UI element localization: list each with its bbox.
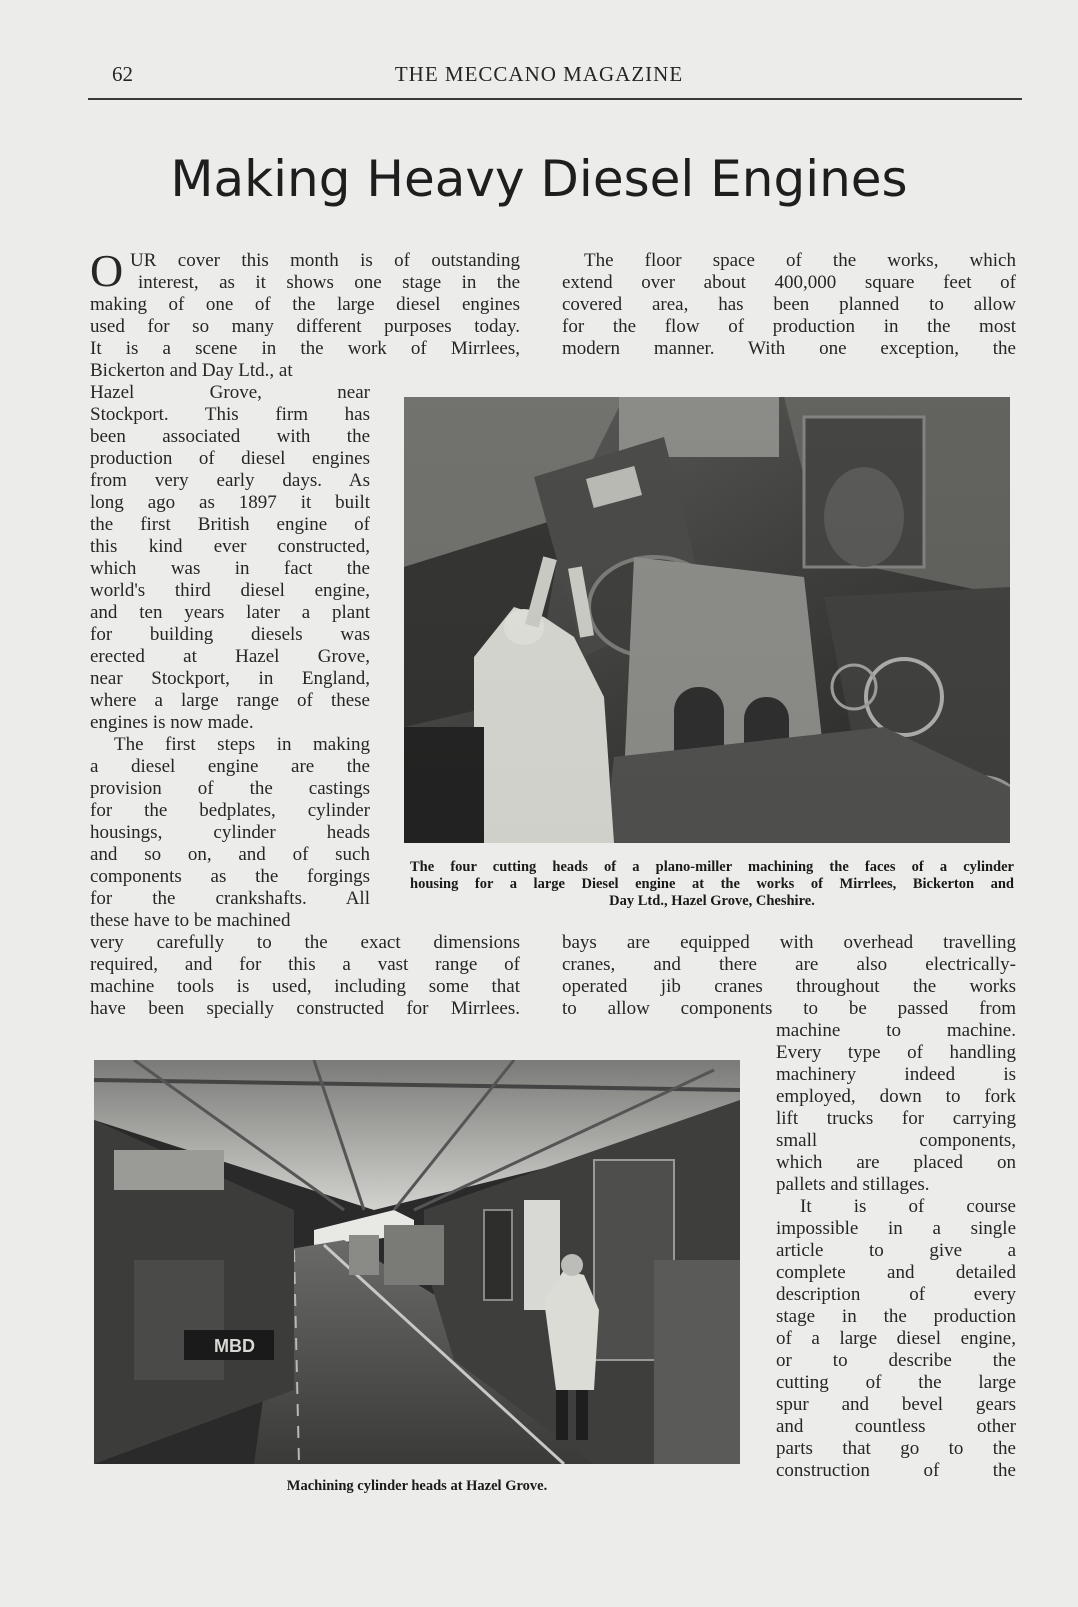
col2-line: small components, [776,1130,1016,1151]
col2-line: description of every [776,1284,1016,1305]
col2-line: employed, down to fork [776,1086,1016,1107]
col1-line: It is a scene in the work of Mirrlees, [90,338,520,359]
col1-line: for building diesels was [90,624,370,645]
col1-line: and so on, and of such [90,844,370,865]
page-number: 62 [112,62,133,86]
col2-line: complete and detailed [776,1262,1016,1283]
col2-line: to allow components to be passed from [562,998,1016,1019]
col2-line: or to describe the [776,1350,1016,1371]
col1-line: for the crankshafts. All [90,888,370,909]
col1-line: engines is now made. [90,712,254,733]
col2-line: of a large diesel engine, [776,1328,1016,1349]
col1-line: which was in fact the [90,558,370,579]
col1-line: been associated with the [90,426,370,447]
col2-line: for the flow of production in the most [562,316,1016,337]
col1-line: required, and for this a vast range of [90,954,520,975]
col1-line: the first British engine of [90,514,370,535]
col2-line: covered area, has been planned to allow [562,294,1016,315]
col1-line: for the bedplates, cylinder [90,800,370,821]
photo1-caption-line: housing for a large Diesel engine at the works of Mirrlees, Bickerton and [410,876,1014,892]
col2-line: modern manner. With one exception, the [562,338,1016,359]
col2-line: pallets and stillages. [776,1174,930,1195]
col2-line: impossible in a single [776,1218,1016,1239]
col1-line: and ten years later a plant [90,602,370,623]
col2-line: spur and bevel gears [776,1394,1016,1415]
photo1-caption-line: The four cutting heads of a plano-miller machining the faces of a cylinder [410,859,1014,875]
col1-line: The first steps in making [114,734,370,755]
col2-line: cutting of the large [776,1372,1016,1393]
col2-line: It is of course [800,1196,1016,1217]
col2-line: machine to machine. [776,1020,1016,1041]
col1-line: making of one of the large diesel engines [90,294,520,315]
col2-line: operated jib cranes throughout the works [562,976,1016,997]
col2-line: stage in the production [776,1306,1016,1327]
header-rule [88,98,1022,100]
col1-line: used for so many different purposes today. [90,316,520,337]
col1-line: this kind ever constructed, [90,536,370,557]
col1-line: from very early days. As [90,470,370,491]
mbd-stencil: MBD [214,1336,255,1356]
col2-line: article to give a [776,1240,1016,1261]
col2-line: lift trucks for carrying [776,1108,1016,1129]
col1-line: very carefully to the exact dimensions [90,932,520,953]
photo1-caption-line: Day Ltd., Hazel Grove, Cheshire. [609,893,815,909]
col2-line: parts that go to the [776,1438,1016,1459]
col1-line: world's third diesel engine, [90,580,370,601]
col1-line: Stockport. This firm has [90,404,370,425]
photo2-caption: Machining cylinder heads at Hazel Grove. [286,1478,548,1494]
col2-line: bays are equipped with overhead travelling [562,932,1016,953]
col1-line: production of diesel engines [90,448,370,469]
col1-line: a diesel engine are the [90,756,370,777]
col1-line: components as the forgings [90,866,370,887]
col1-line: machine tools is used, including some that [90,976,520,997]
col1-line: erected at Hazel Grove, [90,646,370,667]
col2-line: cranes, and there are also electrically- [562,954,1016,975]
col2-line: Every type of handling [776,1042,1016,1063]
col1-line: UR cover this month is of outstanding [130,250,520,271]
article-title: Making Heavy Diesel Engines [170,150,908,208]
col2-line: and countless other [776,1416,1016,1437]
col1-line: housings, cylinder heads [90,822,370,843]
col1-line: where a large range of these [90,690,370,711]
col2-line: construction of the [776,1460,1016,1481]
plano-miller-photo [404,397,1010,843]
col2-line: machinery indeed is [776,1064,1016,1085]
col1-line: Bickerton and Day Ltd., at [90,360,293,381]
workshop-photo [94,1060,740,1464]
col1-line: have been specially constructed for Mirrlees. [90,998,520,1019]
col1-line: provision of the castings [90,778,370,799]
col1-line: these have to be machined [90,910,291,931]
col1-line: near Stockport, in England, [90,668,370,689]
col2-line: The floor space of the works, which [584,250,1016,271]
col1-line: Hazel Grove, near [90,382,370,403]
col2-line: extend over about 400,000 square feet of [562,272,1016,293]
col1-line: interest, as it shows one stage in the [138,272,520,293]
running-header: THE MECCANO MAGAZINE [394,62,684,86]
col1-line: long ago as 1897 it built [90,492,370,513]
drop-cap: O [90,245,124,296]
col2-line: which are placed on [776,1152,1016,1173]
